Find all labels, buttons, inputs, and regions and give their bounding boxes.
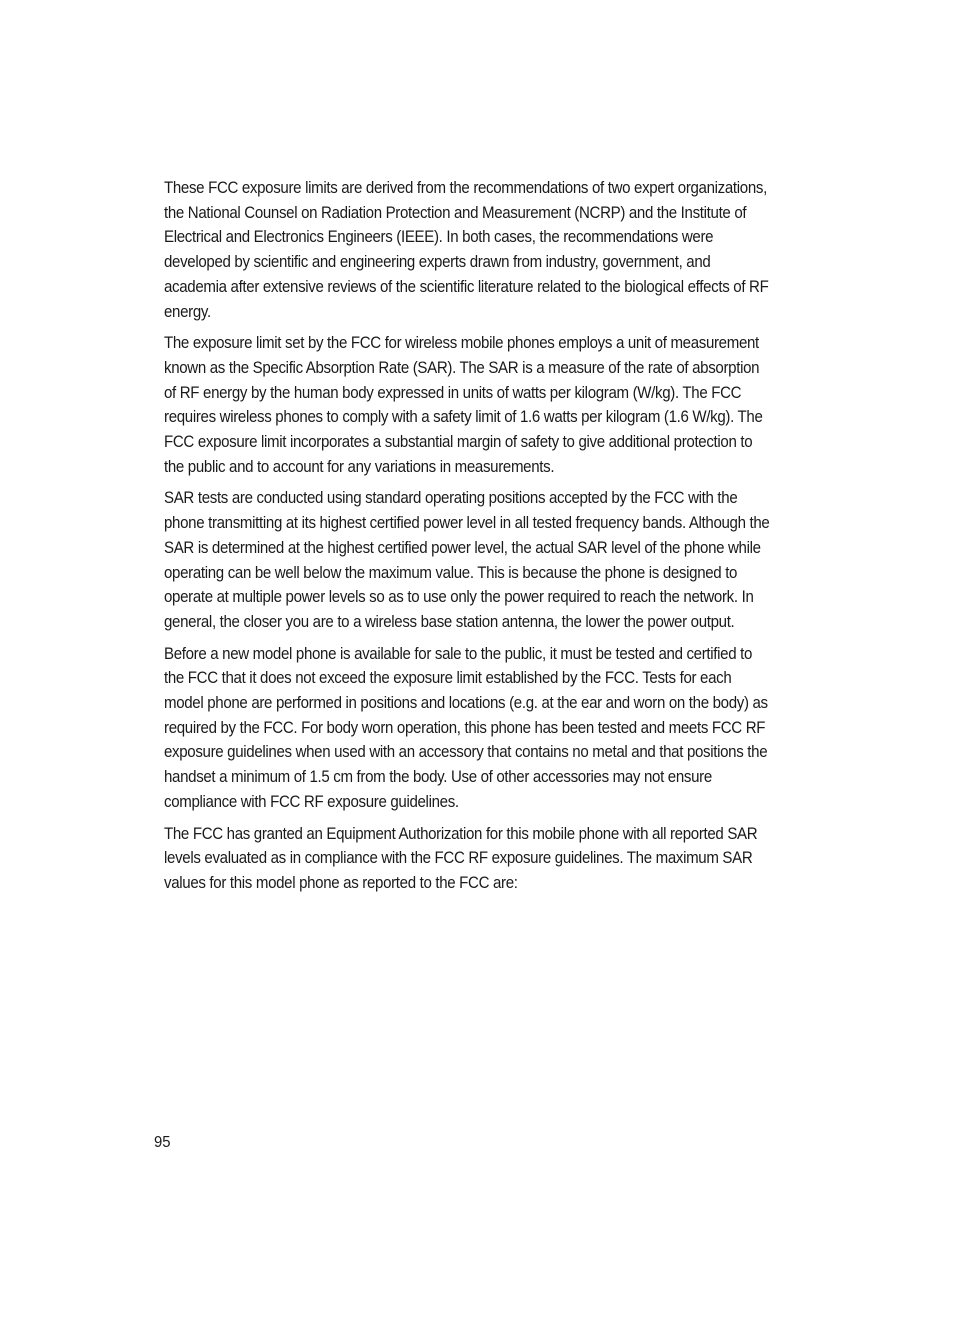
paragraph-equipment-authorization: The FCC has granted an Equipment Authorization for this mobile phone with all reported SAR levels evaluated as in compliance with the FCC RF exposure guidelines. The maximum SAR values for this model phone as reported to the FCC are: (164, 824, 758, 892)
page-number: 95 (154, 1134, 171, 1151)
paragraph-model-certification: Before a new model phone is available for sale to the public, it must be tested and certified to the FCC that it does not exceed the exposure limit established by the FCC. Tests for each model phone are performed in positions and locations (e.g. at the ear and worn on the body) as required by the FCC. For body worn operation, this phone has been tested and meets FCC RF exposure guidelines when used with an accessory that contains no metal and that positions the handset a minimum of 1.5 cm from the body. Use of other accessories may not ensure compliance with FCC RF exposure guidelines. (164, 644, 768, 811)
paragraph-fcc-limits-origin: These FCC exposure limits are derived from the recommendations of two expert organizations, the National Counsel on Radiation Protection and Measurement (NCRP) and the Institute of Electrical and Electronics Engineers (IEEE). In both cases, the recommendations were developed by scientific and engineering experts drawn from industry, government, and academia after extensive reviews of the scientific literature related to the biological effects of RF energy. (164, 179, 769, 321)
paragraph-sar-definition: The exposure limit set by the FCC for wireless mobile phones employs a unit of measurement known as the Specific Absorption Rate (SAR). The SAR is a measure of the rate of absorption of RF energy by the human body expressed in units of watts per kilogram (W/kg). The FCC requires wireless phones to comply with a safety limit of 1.6 watts per kilogram (1.6 W/kg). The FCC exposure limit incorporates a substantial margin of safety to give additional protection to the public and to account for any variations in measurements. (164, 334, 763, 476)
paragraph-sar-tests: SAR tests are conducted using standard operating positions accepted by the FCC with the phone transmitting at its highest certified power level in all tested frequency bands. Although the SAR is determined at the highest certified power level, the actual SAR level of the phone while operating can be well below the maximum value. This is because the phone is designed to operate at multiple power levels so as to use only the power required to reach the network. In general, the closer you are to a wireless base station antenna, the lower the power output. (164, 489, 770, 631)
document-body (164, 176, 770, 903)
